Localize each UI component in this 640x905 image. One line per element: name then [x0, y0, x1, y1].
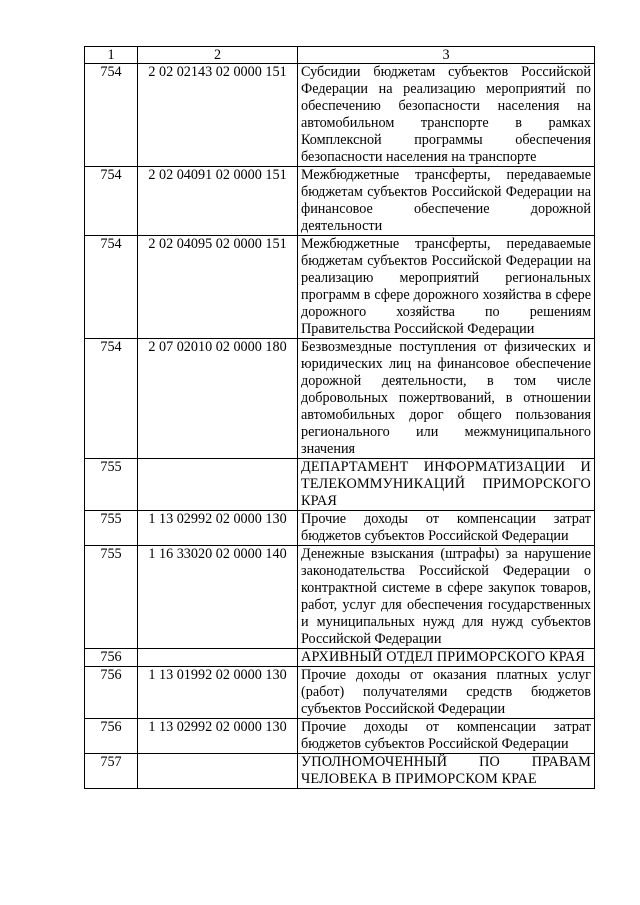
- table-row: [85, 339, 595, 459]
- revenue-name-cell: Субсидии бюджетам субъектов Российской Федерации на реализацию мероприятий по обеспечению безопасности населения на автомобильном транспорте в рамках Комплексной программы обеспечения безопасности населения на транспорте: [298, 64, 595, 167]
- table-row: [85, 667, 595, 719]
- revenue-codes-table: [84, 46, 595, 789]
- table-row: [85, 64, 595, 167]
- column-number-row: [85, 47, 595, 64]
- revenue-code-cell: [138, 459, 298, 511]
- table-row-department-heading: [85, 459, 595, 511]
- revenue-code-cell: 2 02 02143 02 0000 151: [138, 64, 298, 167]
- admin-code-cell: 754: [85, 167, 138, 236]
- revenue-code-cell: 1 13 01992 02 0000 130: [138, 667, 298, 719]
- admin-code-cell: 754: [85, 236, 138, 339]
- table-row: [85, 236, 595, 339]
- table-row-department-heading: [85, 649, 595, 667]
- department-name-cell: ДЕПАРТАМЕНТ ИНФОРМАТИЗАЦИИ И ТЕЛЕКОММУНИКАЦИЙ ПРИМОРСКОГО КРАЯ: [298, 459, 595, 511]
- revenue-name-cell: Денежные взыскания (штрафы) за нарушение законодательства Российской Федерации о контрактной системе в сфере закупок товаров, работ, услуг для обеспечения государственных и муниципальных нужд для нужд субъектов Российской Федерации: [298, 546, 595, 649]
- admin-code-cell: 756: [85, 719, 138, 754]
- table-row: [85, 167, 595, 236]
- table-row: [85, 546, 595, 649]
- revenue-name-cell: Прочие доходы от компенсации затрат бюджетов субъектов Российской Федерации: [298, 719, 595, 754]
- revenue-code-cell: 2 02 04095 02 0000 151: [138, 236, 298, 339]
- revenue-code-cell: 1 13 02992 02 0000 130: [138, 511, 298, 546]
- revenue-code-cell: 1 13 02992 02 0000 130: [138, 719, 298, 754]
- admin-code-cell: 756: [85, 649, 138, 667]
- revenue-name-cell: Безвозмездные поступления от физических и юридических лиц на финансовое обеспечение дорожной деятельности, в том числе добровольных пожертвований, в отношении автомобильных дорог общего пользования регионального или межмуниципального значения: [298, 339, 595, 459]
- admin-code-cell: 754: [85, 339, 138, 459]
- admin-code-cell: 755: [85, 546, 138, 649]
- revenue-code-cell: [138, 754, 298, 789]
- admin-code-cell: 757: [85, 754, 138, 789]
- revenue-name-cell: Прочие доходы от компенсации затрат бюджетов субъектов Российской Федерации: [298, 511, 595, 546]
- admin-code-cell: 755: [85, 511, 138, 546]
- revenue-code-cell: [138, 649, 298, 667]
- table-row: [85, 719, 595, 754]
- column-number-1: 1: [85, 47, 138, 64]
- table-body: [85, 64, 595, 789]
- revenue-code-cell: 2 07 02010 02 0000 180: [138, 339, 298, 459]
- revenue-code-cell: 2 02 04091 02 0000 151: [138, 167, 298, 236]
- admin-code-cell: 756: [85, 667, 138, 719]
- revenue-code-cell: 1 16 33020 02 0000 140: [138, 546, 298, 649]
- revenue-name-cell: Прочие доходы от оказания платных услуг (работ) получателями средств бюджетов субъектов Российской Федерации: [298, 667, 595, 719]
- revenue-name-cell: Межбюджетные трансферты, передаваемые бюджетам субъектов Российской Федерации на реализацию мероприятий региональных программ в сфере дорожного хозяйства в сфере дорожного хозяйства по решениям Правительства Российской Федерации: [298, 236, 595, 339]
- admin-code-cell: 755: [85, 459, 138, 511]
- admin-code-cell: 754: [85, 64, 138, 167]
- table-row-department-heading: [85, 754, 595, 789]
- department-name-cell: УПОЛНОМОЧЕННЫЙ ПО ПРАВАМ ЧЕЛОВЕКА В ПРИМОРСКОМ КРАЕ: [298, 754, 595, 789]
- column-number-2: 2: [138, 47, 298, 64]
- table-row: [85, 511, 595, 546]
- department-name-cell: АРХИВНЫЙ ОТДЕЛ ПРИМОРСКОГО КРАЯ: [298, 649, 595, 667]
- column-number-3: 3: [298, 47, 595, 64]
- revenue-name-cell: Межбюджетные трансферты, передаваемые бюджетам субъектов Российской Федерации на финансовое обеспечение дорожной деятельности: [298, 167, 595, 236]
